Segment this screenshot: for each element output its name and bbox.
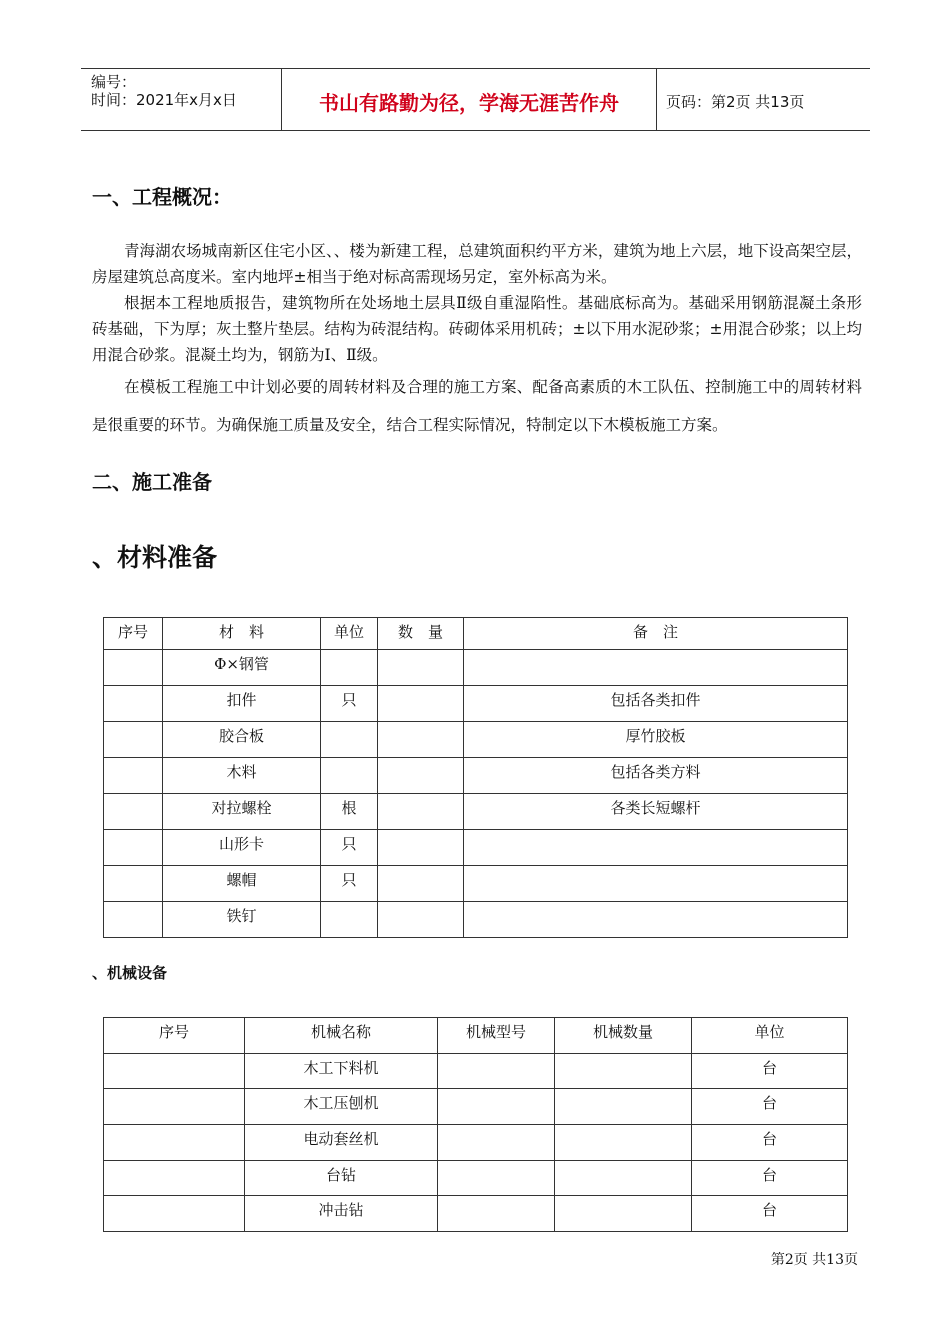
table-row: [104, 1089, 848, 1125]
table-row: [104, 1196, 848, 1232]
table-cell: [438, 1089, 555, 1125]
materials-col-material: 材 料: [163, 618, 321, 650]
subsection-title-machinery: 、机械设备: [92, 964, 168, 982]
machinery-col-quantity: 机械数量: [555, 1018, 692, 1054]
table-cell: 只: [321, 830, 378, 866]
materials-table: [103, 617, 848, 938]
materials-col-quantity: 数 量: [378, 618, 464, 650]
table-cell: 胶合板: [163, 722, 321, 758]
table-cell: [464, 866, 848, 902]
table-cell: 冲击钻: [245, 1196, 438, 1232]
table-row: [104, 1161, 848, 1196]
table-cell: [464, 830, 848, 866]
table-cell: [378, 830, 464, 866]
table-cell: 螺帽: [163, 866, 321, 902]
table-cell: 台: [692, 1196, 848, 1232]
table-cell: [104, 830, 163, 866]
table-cell: 各类长短螺杆: [464, 794, 848, 830]
table-cell: 山形卡: [163, 830, 321, 866]
table-cell: [438, 1125, 555, 1161]
table-row: [104, 866, 848, 902]
table-cell: [104, 1054, 245, 1089]
table-cell: [104, 902, 163, 938]
table-cell: Φ×钢管: [163, 650, 321, 686]
table-cell: 木工下料机: [245, 1054, 438, 1089]
table-cell: [104, 1125, 245, 1161]
table-cell: [104, 686, 163, 722]
table-cell: [555, 1054, 692, 1089]
table-row: [104, 1054, 848, 1089]
table-cell: [104, 1196, 245, 1232]
table-row: [104, 794, 848, 830]
table-cell: [438, 1161, 555, 1196]
table-cell: 包括各类扣件: [464, 686, 848, 722]
table-cell: 台: [692, 1054, 848, 1089]
subsection-title-materials: 、材料准备: [92, 543, 218, 572]
table-cell: [378, 650, 464, 686]
table-cell: [104, 758, 163, 794]
materials-header-row: [104, 618, 848, 650]
table-cell: [438, 1196, 555, 1232]
table-cell: 台: [692, 1161, 848, 1196]
table-cell: [555, 1161, 692, 1196]
table-cell: [321, 902, 378, 938]
table-cell: [378, 686, 464, 722]
table-cell: 扣件: [163, 686, 321, 722]
table-cell: [104, 1089, 245, 1125]
table-cell: [104, 1161, 245, 1196]
section-title-overview: 一、工程概况：: [92, 185, 232, 209]
table-cell: 只: [321, 866, 378, 902]
table-cell: [104, 722, 163, 758]
machinery-col-index: 序号: [104, 1018, 245, 1054]
table-cell: 电动套丝机: [245, 1125, 438, 1161]
table-row: [104, 650, 848, 686]
page-header: [81, 68, 870, 131]
table-cell: [104, 866, 163, 902]
table-cell: 台钻: [245, 1161, 438, 1196]
header-left-cell: [81, 69, 281, 130]
table-cell: [321, 722, 378, 758]
header-page-cell: [656, 69, 870, 130]
page-footer-number: 第2页 共13页: [770, 1252, 858, 1268]
table-cell: 厚竹胶板: [464, 722, 848, 758]
table-cell: [438, 1054, 555, 1089]
table-cell: [464, 650, 848, 686]
table-cell: [378, 794, 464, 830]
table-cell: 木工压刨机: [245, 1089, 438, 1125]
table-cell: [321, 650, 378, 686]
table-cell: [378, 758, 464, 794]
document-time-label: 时间：2021年x月x日: [91, 91, 237, 109]
table-cell: 木料: [163, 758, 321, 794]
machinery-header-row: [104, 1018, 848, 1054]
table-cell: [378, 902, 464, 938]
table-cell: 包括各类方料: [464, 758, 848, 794]
table-cell: [104, 794, 163, 830]
section-title-preparation: 二、施工准备: [92, 470, 212, 494]
machinery-col-model: 机械型号: [438, 1018, 555, 1054]
machinery-col-name: 机械名称: [245, 1018, 438, 1054]
document-number-label: 编号：: [91, 73, 137, 91]
table-row: [104, 830, 848, 866]
table-cell: 对拉螺栓: [163, 794, 321, 830]
table-row: [104, 758, 848, 794]
table-cell: [378, 866, 464, 902]
machinery-col-unit: 单位: [692, 1018, 848, 1054]
header-page-number: 页码：第2页 共13页: [666, 93, 805, 111]
table-cell: [321, 758, 378, 794]
header-motto-cell: [281, 69, 657, 130]
table-cell: [104, 650, 163, 686]
table-row: [104, 1125, 848, 1161]
header-motto: 书山有路勤为径，学海无涯苦作舟: [319, 91, 619, 115]
overview-paragraph-2: 根据本工程地质报告，建筑物所在处场地土层具Ⅱ级自重湿陷性。基础底标高为。基础采用钢筋混凝土条形砖基础，下为厚；灰土整片垫层。结构为砖混结构。砖砌体采用机砖；±以下用水泥砂浆；±用混合砂浆；以上均用混合砂浆。混凝土均为，钢筋为Ⅰ、Ⅱ级。: [92, 294, 862, 364]
table-cell: [464, 902, 848, 938]
overview-paragraph-1: 青海湖农场城南新区住宅小区、、楼为新建工程，总建筑面积约平方米，建筑为地上六层，地下设高架空层，房屋建筑总高度米。室内地坪±相当于绝对标高需现场另定，室外标高为米。: [92, 242, 862, 286]
table-cell: [555, 1196, 692, 1232]
materials-col-remarks: 备 注: [464, 618, 848, 650]
table-row: [104, 686, 848, 722]
materials-col-index: 序号: [104, 618, 163, 650]
table-cell: 台: [692, 1125, 848, 1161]
table-cell: [555, 1089, 692, 1125]
materials-col-unit: 单位: [321, 618, 378, 650]
table-cell: 铁钉: [163, 902, 321, 938]
table-cell: [378, 722, 464, 758]
overview-paragraph-3: 在模板工程施工中计划必要的周转材料及合理的施工方案、配备高素质的木工队伍、控制施工中的周转材料是很重要的环节。为确保施工质量及安全，结合工程实际情况，特制定以下木模板施工方案。: [92, 378, 862, 434]
table-cell: 台: [692, 1089, 848, 1125]
table-cell: [555, 1125, 692, 1161]
table-row: [104, 902, 848, 938]
table-cell: 根: [321, 794, 378, 830]
machinery-table: [103, 1017, 848, 1232]
table-row: [104, 722, 848, 758]
table-cell: 只: [321, 686, 378, 722]
